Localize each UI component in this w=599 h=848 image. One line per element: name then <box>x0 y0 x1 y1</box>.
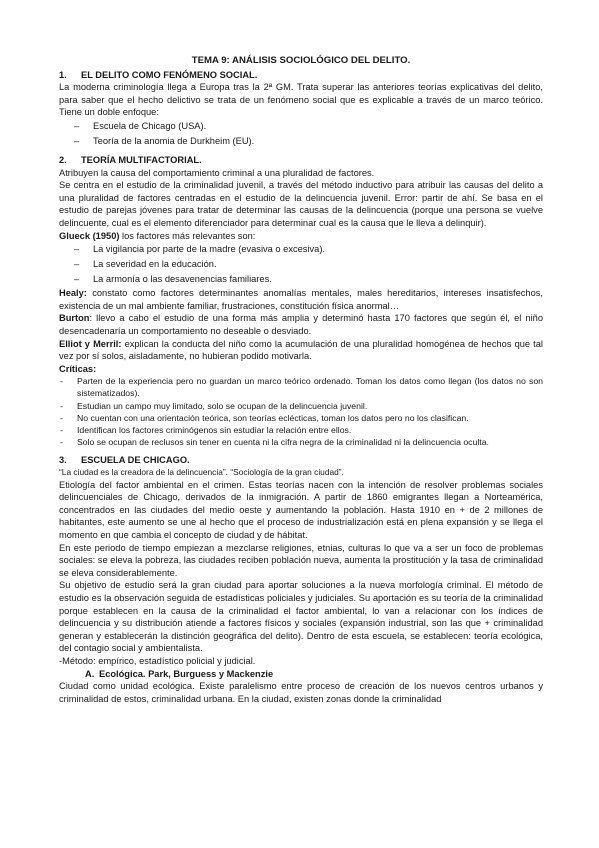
paragraph: Etiología del factor ambiental en el crimen. Estas teorías nacen con la intención de resolver problemas sociales delincuenciales de Chicago, derivados de la inmigración. A partir de 1860 emigrantes llegan a Norteamérica, concentrados en las ciudades del medio oeste y aumentando la población. Hasta 1910 en + de 2 millones de habitantes, este aumento se une al hecho que el proceso de industrialización está en plena expansión y se llega el momento en que cambia el concepto de ciudad y de hábitat. <box>59 479 543 541</box>
healy-paragraph <box>59 287 543 312</box>
list-item: – La severidad en la educación. <box>74 257 543 272</box>
section-heading-1 <box>59 69 543 82</box>
list-item: - Identifican los factores criminógenos sin estudiar la relación entre ellos. <box>59 424 543 436</box>
criticas-list <box>59 375 543 448</box>
document-body <box>59 55 543 705</box>
list-item: – Escuela de Chicago (USA). <box>74 119 543 134</box>
paragraph-text: explican la conducta del niño como la acumulación de una pluralidad homogénea de hechos que tal vez por sí solos, aisladamente, no hubieran podido motivarla. <box>59 338 543 362</box>
list-item: – La vigilancia por parte de la madre (evasiva o excesiva). <box>74 242 543 257</box>
author-label: Glueck (1950) <box>59 230 120 241</box>
paragraph-text: constato como factores determinantes anomalías mentales, males hereditarios, intereses insatisfechos, existencia de un mal ambiente familiar, frustraciones, constitución física anormal… <box>59 288 543 311</box>
paragraph-text: : llevo a cabo el estudio de una forma más amplia y determinó hasta 170 factores que según él, el niño desencadenaría un comportamiento no deseable o desviado. <box>59 313 543 336</box>
subsection-heading-a <box>85 668 543 681</box>
elliot-paragraph <box>59 338 543 363</box>
paragraph: Atribuyen la causa del comportamiento criminal a una pluralidad de factores. <box>59 167 375 178</box>
criticas-label: Críticas: <box>59 363 97 374</box>
list-item: – Teoría de la anomia de Durkheim (EU). <box>74 134 543 149</box>
burton-paragraph <box>59 312 543 337</box>
list-item: - Estudian un campo muy limitado, solo se ocupan de la delincuencia juvenil. <box>59 400 543 412</box>
author-label: Elliot y Merril: <box>59 338 122 349</box>
paragraph: -Método: empírico, estadístico policial y judicial. <box>59 656 256 666</box>
section-number: 3. <box>59 454 67 465</box>
paragraph: Su objetivo de estudio será la gran ciudad para aportar soluciones a la nueva morfología criminal. El método de estudio es la observación seguida de estadísticas policiales y judiciales. Su aportación es su teoría de la criminalidad porque establecen en la causa de la criminalidad el factor ambiental, lo van a relacionar con los índices de delincuencia y su distribución atiende a factores físicos y sociales (expansión industrial, son las que + criminalidad generan y establecerán la distinción geográfica del delito). Dentro de esta escuela, se establecen: teoría ecológica, del contagio social y ambientalista. <box>59 580 543 654</box>
subsection-number: A. <box>85 668 95 679</box>
glueck-paragraph <box>59 230 543 243</box>
approach-list <box>59 119 543 149</box>
paragraph: En este periodo de tiempo empiezan a mezclarse religiones, etnias, culturas lo que va a ser un foco de problemas sociales: se eleva la pobreza, las ciudades reciben población nueva, aumenta la prostitución y la tasa de criminalidad se eleva considerablemente. <box>59 542 543 578</box>
quote: “La ciudad es la creadora de la delincuencia”. “Sociología de la gran ciudad”. <box>59 467 344 478</box>
document-title: TEMA 9: ANÁLISIS SOCIOLÓGICO DEL DELITO. <box>191 55 411 66</box>
list-item: – La armonía o las desavenencias familiares. <box>74 272 543 287</box>
paragraph: Se centra en el estudio de la criminalidad juvenil, a través del método inductivo para atribuir las causas del delito a una pluralidad de factores centradas en el estudio de la delincuencia juvenil. Error: partir de ahí. Se basa en el estudio de parejas jóvenes para tratar de determinar las causas de la delincuencia (porque una persona se vuelve delincuente, cual es el elemento diferenciador para determinar cual es la causa que le lleva a delinquir). <box>59 180 543 228</box>
section-number: 1. <box>59 69 67 80</box>
paragraph-text: los factores más relevantes son: <box>119 230 256 241</box>
section-number: 2. <box>59 154 67 165</box>
paragraph: Ciudad como unidad ecológica. Existe paralelismo entre proceso de creación de los nuevos centros urbanos y criminalidad de estos, criminalidad urbana. En la ciudad, existen zonas donde la criminalidad <box>59 681 543 704</box>
author-label: Healy: <box>59 288 87 299</box>
section-heading-2 <box>59 154 543 167</box>
subsection-title: Ecológica. Park, Burguess y Mackenzie <box>99 668 274 679</box>
section-title: ESCUELA DE CHICAGO. <box>81 454 190 465</box>
list-item: - Solo se ocupan de reclusos sin tener en cuenta ni la cifra negra de la criminalidad ni la delincuencia oculta. <box>59 436 543 448</box>
list-item: - Parten de la experiencia pero no guardan un marco teórico ordenado. Toman los datos como llegan (los datos no son sistematizados). <box>59 375 543 399</box>
list-item: - No cuentan con una orientación teórica, son teorías eclécticas, toman los datos pero no los clasifican. <box>59 412 543 424</box>
section-title: EL DELITO COMO FENÓMENO SOCIAL. <box>81 69 258 80</box>
factor-list <box>59 242 543 287</box>
section-title: TEORÍA MULTIFACTORIAL. <box>81 154 202 165</box>
author-label: Burton <box>59 313 90 324</box>
section-heading-3 <box>59 454 543 467</box>
paragraph: La moderna criminología llega a Europa tras la 2ª GM. Trata superar las anteriores teorías explicativas del delito, para saber que el hecho delictivo se trata de un fenómeno social que es explicable a través de un marco teórico. Tiene un doble enfoque: <box>59 82 543 118</box>
